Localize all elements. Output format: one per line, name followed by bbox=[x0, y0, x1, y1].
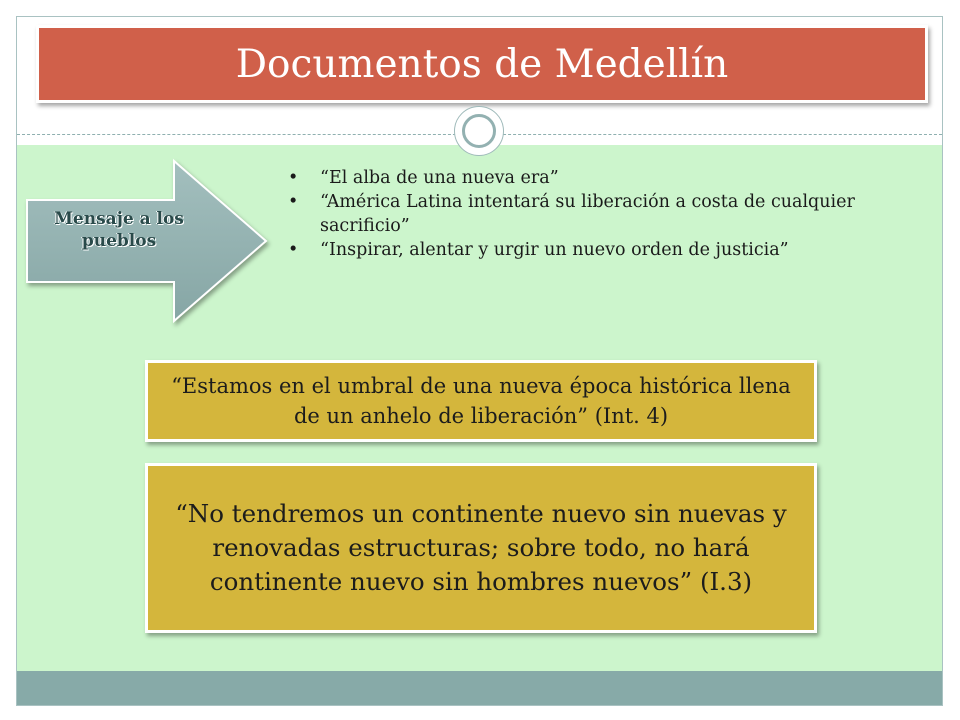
title-banner bbox=[36, 25, 928, 103]
bullet-item: • “América Latina intentará su liberación a costa de cualquier sacrificio” bbox=[287, 190, 927, 238]
quote-text: “Estamos en el umbral de una nueva época histórica llena de un anhelo de liberación” (Int. 4) bbox=[171, 374, 791, 428]
bullet-item: • “El alba de una nueva era” bbox=[287, 166, 927, 190]
quote-text: “No tendremos un continente nuevo sin nuevas y renovadas estructuras; sobre todo, no hará continente nuevo sin hombres nuevos” (I.3) bbox=[175, 499, 787, 596]
quote-box-2 bbox=[145, 463, 817, 633]
quote-box-1 bbox=[145, 360, 817, 442]
page-title: Documentos de Medellín bbox=[235, 41, 729, 87]
ring-ornament-icon bbox=[454, 106, 504, 156]
bullet-item: • “Inspirar, alentar y urgir un nuevo orden de justicia” bbox=[287, 238, 927, 262]
bullet-list bbox=[287, 166, 927, 262]
footer-band bbox=[17, 671, 942, 705]
arrow-label: Mensaje a los pueblos bbox=[54, 209, 184, 251]
